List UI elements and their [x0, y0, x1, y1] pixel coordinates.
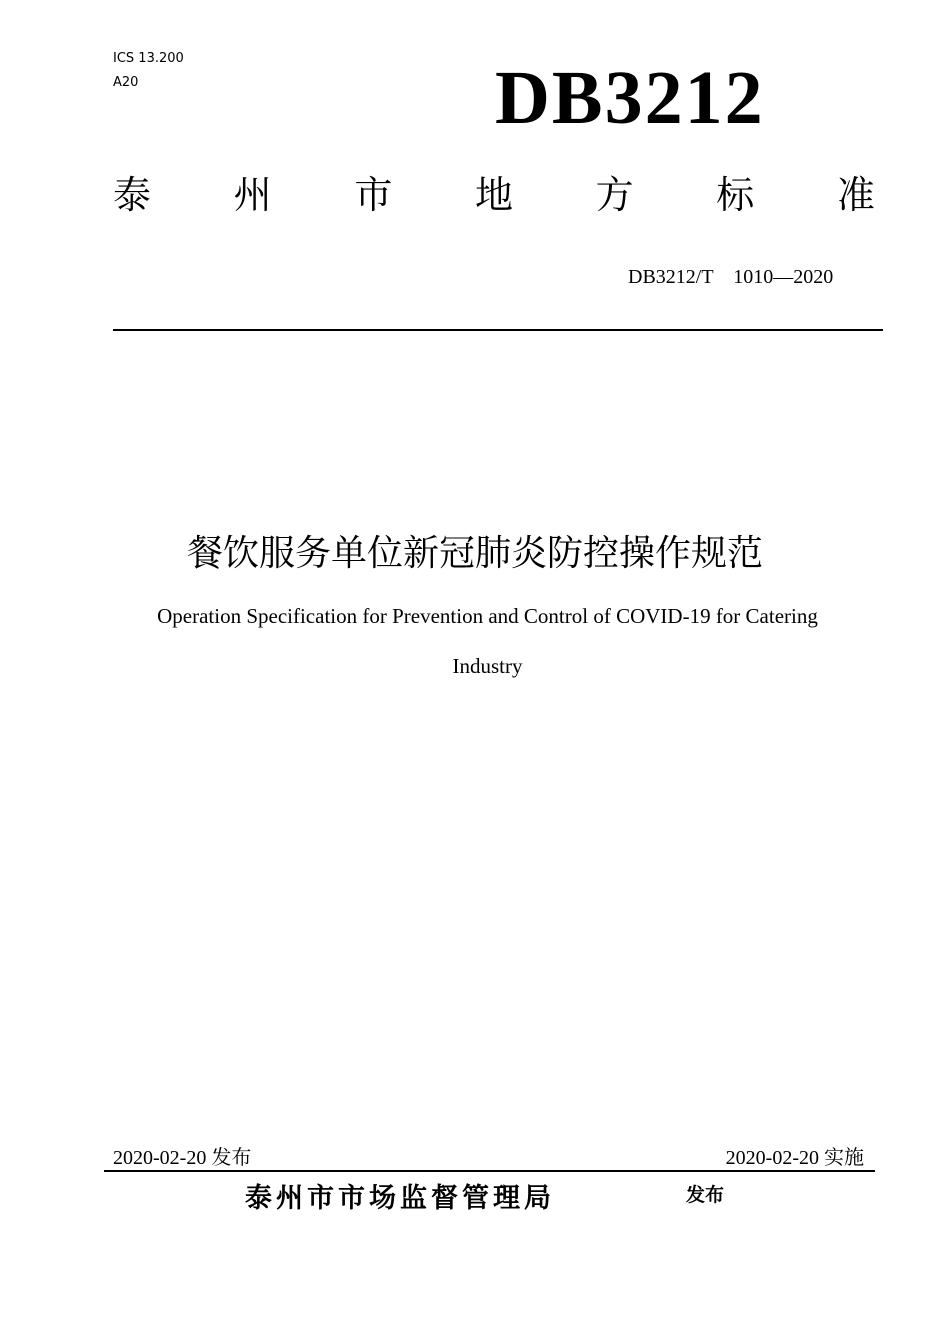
local-standard-char: 方: [595, 173, 634, 217]
issue-date: 2020-02-20 发布: [113, 1147, 252, 1169]
local-standard-label: [113, 173, 875, 217]
top-divider: [113, 329, 883, 331]
local-standard-char: 市: [354, 173, 393, 217]
local-standard-char: 泰: [113, 173, 152, 217]
title-chinese: 餐饮服务单位新冠肺炎防控操作规范: [186, 533, 763, 574]
local-standard-char: 地: [474, 173, 513, 217]
standard-number: DB3212/T 1010—2020: [628, 266, 834, 288]
classification-code: A20: [113, 75, 139, 90]
implementation-date: 2020-02-20 实施: [725, 1147, 864, 1169]
publish-label: 发布: [686, 1184, 725, 1206]
publisher-name: 泰州市市场监督管理局: [245, 1183, 555, 1214]
title-english-line-2: Industry: [452, 654, 523, 678]
bottom-divider: [104, 1170, 875, 1172]
title-english-line-1: Operation Specification for Prevention and Control of COVID-19 for Catering: [157, 604, 818, 628]
local-standard-char: 准: [836, 173, 875, 217]
local-standard-char: 州: [233, 173, 272, 217]
standard-code-heading: DB3212: [495, 56, 765, 140]
ics-code: ICS 13.200: [113, 51, 184, 66]
local-standard-char: 标: [716, 173, 755, 217]
